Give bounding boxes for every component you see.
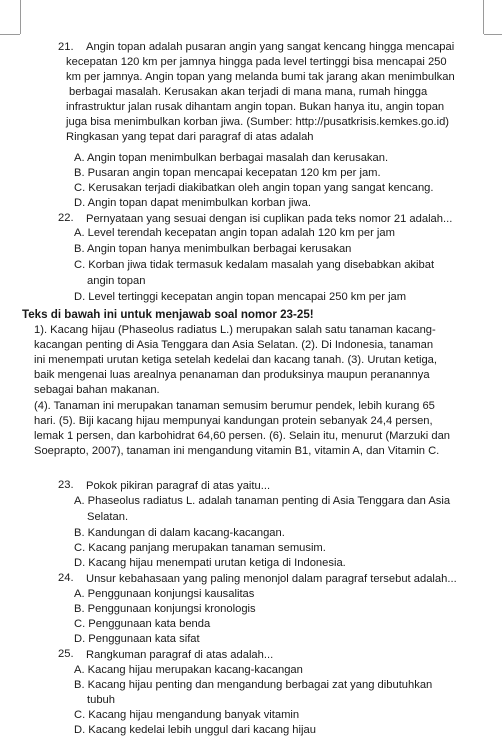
- q21-line-3: km per jamnya. Angin topan yang melanda bumi tak jarang akan menimbulkan: [66, 71, 455, 83]
- q24-option-c[interactable]: C. Penggunaan kata benda: [74, 618, 211, 630]
- passage-line: ini menempati urutan ketiga setelah kedelai dan kacang tanah. (3). Urutan ketiga,: [34, 354, 437, 366]
- passage-line: lemak 1 persen, dan karbohidrat 64,60 persen. (6). Selain itu, menurut (Marzuki dan: [34, 430, 451, 442]
- q21-line-6: juga bisa menimbulkan korban jiwa. (Sumber: http://pusatkrisis.kemkes.go.id): [66, 116, 450, 128]
- q22-option-b[interactable]: B. Angin topan hanya menimbulkan berbagai kerusakan: [74, 243, 352, 255]
- question-22-stem: Pernyataan yang sesuai dengan isi cuplikan pada teks nomor 21 adalah...: [86, 213, 453, 225]
- passage-line: (4). Tanaman ini merupakan tanaman semusim berumur pendek, lebih kurang 65: [34, 400, 435, 412]
- question-22-number: 22.: [58, 212, 74, 224]
- question-24-number: 24.: [58, 572, 74, 584]
- q21-option-a[interactable]: A. Angin topan menimbulkan berbagai masalah dan kerusakan.: [74, 152, 389, 164]
- q21-line-4: berbagai masalah. Kerusakan akan terjadi di mana mana, rumah hingga: [69, 86, 428, 98]
- crop-mark-top-right: [484, 34, 502, 35]
- q23-option-b[interactable]: B. Kandungan di dalam kacang-kacangan.: [74, 527, 285, 539]
- reading-passage: [34, 323, 450, 459]
- crop-mark-top-left: [0, 34, 20, 35]
- q21-option-b[interactable]: B. Pusaran angin topan mencapai kecepatan 120 km per jam.: [74, 167, 381, 179]
- passage-line: Soeprapto, 2007), tanaman ini mengandung vitamin B1, vitamin A, dan Vitamin C.: [34, 445, 440, 457]
- q22-option-c[interactable]: C. Korban jiwa tidak termasuk kedalam masalah yang disebabkan akibat: [74, 259, 435, 271]
- passage-line: baik mengenai luas arealnya penanaman dan produksinya maupun peranannya: [34, 369, 430, 381]
- question-21-stem: [66, 55, 486, 145]
- question-25-stem: Rangkuman paragraf di atas adalah...: [86, 649, 274, 661]
- q21-option-c[interactable]: C. Kerusakan terjadi diakibatkan oleh angin topan yang sangat kencang.: [74, 182, 434, 194]
- crop-mark-top-right-vertical: [483, 0, 484, 34]
- q25-option-a[interactable]: A. Kacang hijau merupakan kacang-kacangan: [74, 664, 303, 676]
- q23-option-a[interactable]: A. Phaseolus radiatus L. adalah tanaman penting di Asia Tenggara dan Asia: [74, 495, 451, 507]
- question-23-number: 23.: [58, 479, 74, 491]
- q21-line-1: Angin topan adalah pusaran angin yang sangat kencang hingga mencapai: [86, 41, 455, 53]
- passage-line: 1). Kacang hijau (Phaseolus radiatus L.) merupakan salah satu tanaman kacang-: [34, 324, 436, 336]
- question-23-stem: Pokok pikiran paragraf di atas yaitu...: [86, 480, 271, 492]
- question-21-first-line: [86, 40, 502, 55]
- crop-mark-top-left-vertical: [20, 0, 21, 34]
- q22-option-c-continued: angin topan: [87, 275, 146, 287]
- q25-option-d[interactable]: D. Kacang kedelai lebih unggul dari kacang hijau: [74, 724, 316, 736]
- q22-option-d[interactable]: D. Level tertinggi kecepatan angin topan mencapai 250 km per jam: [74, 291, 407, 303]
- q21-line-5: infrastruktur jalan rusak dihantam angin topan. Bukan hanya itu, angin topan: [66, 101, 445, 113]
- question-24-stem: Unsur kebahasaan yang paling menonjol dalam paragraf tersebut adalah...: [86, 573, 457, 585]
- q23-option-a-continued: Selatan.: [87, 511, 129, 523]
- q22-option-a[interactable]: A. Level terendah kecepatan angin topan adalah 120 km per jam: [74, 227, 395, 239]
- q25-option-b-continued: tubuh: [87, 694, 115, 706]
- question-21-number: 21.: [58, 41, 74, 53]
- q24-option-d[interactable]: D. Penggunaan kata sifat: [74, 633, 200, 645]
- question-25-number: 25.: [58, 648, 74, 660]
- passage-line: sebagai bahan makanan.: [34, 384, 160, 396]
- q21-option-d[interactable]: D. Angin topan dapat menimbulkan korban jiwa.: [74, 197, 311, 209]
- q25-option-c[interactable]: C. Kacang hijau mengandung banyak vitamin: [74, 709, 300, 721]
- passage-line: kacangan penting di Asia Tenggara dan Asia Selatan. (2). Di Indonesia, tanaman: [34, 339, 434, 351]
- q21-line-2: kecepatan 120 km per jamnya hingga pada level tertinggi bisa mencapai 250: [66, 56, 447, 68]
- passage-heading: Teks di bawah ini untuk menjawab soal nomor 23-25!: [22, 308, 314, 321]
- q24-option-b[interactable]: B. Penggunaan konjungsi kronologis: [74, 603, 256, 615]
- q23-option-c[interactable]: C. Kacang panjang merupakan tanaman semusim.: [74, 542, 326, 554]
- passage-line: hari. (5). Biji kacang hijau mempunyai kandungan protein sebanyak 24,4 persen,: [34, 415, 433, 427]
- q24-option-a[interactable]: A. Penggunaan konjungsi kausalitas: [74, 588, 255, 600]
- q21-line-7: Ringkasan yang tepat dari paragraf di atas adalah: [66, 131, 314, 143]
- q23-option-d[interactable]: D. Kacang hijau menempati urutan ketiga di Indonesia.: [74, 557, 346, 569]
- q25-option-b[interactable]: B. Kacang hijau penting dan mengandung berbagai zat yang dibutuhkan: [74, 679, 433, 691]
